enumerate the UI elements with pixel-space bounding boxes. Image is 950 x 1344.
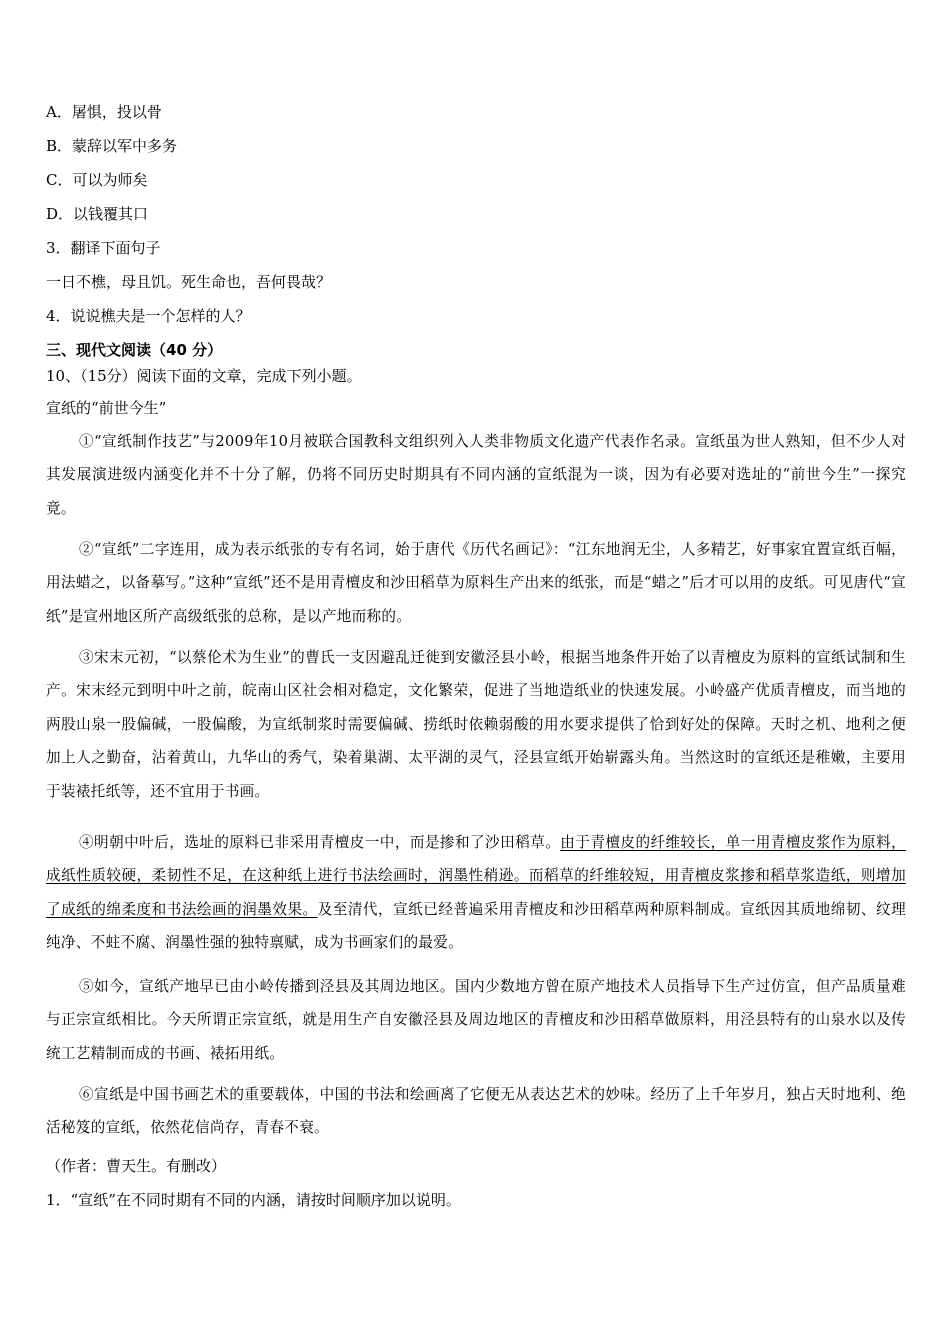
paragraph-3: ③宋末元初，“以蔡伦术为生业”的曹氏一支因避乱迁徙到安徽泾县小岭，根据当地条件开始了以青檀皮为原料的宣纸试制和生产。宋末经元到明中叶之前，皖南山区社会相对稳定，文化繁荣，促进了当地造纸业的快速发展。小岭盛产优质青檀皮，而当地的两股山泉一股偏碱，一股偏酸，为宣纸制浆时需要偏碱、捞纸时依赖弱酸的用水要求提供了恰到好处的保障。天时之机、地利之便加上人之勤奋，沾着黄山，九华山的秀气，染着巢湖、太平湖的灵气，泾县宣纸开始崭露头角。当然这时的宣纸还是稚嫩，主要用于装裱托纸等，还不宜用于书画。 <box>46 649 906 800</box>
section-heading: 三、现代文阅读（40 分） <box>46 341 223 359</box>
option-a: A．屠惧，投以骨 <box>46 103 162 121</box>
paragraph-4-underlined: 由于青檀皮的纤维较长，单一用青檀皮浆作为原料，成纸性质较硬，柔韧性不足，在这种纸上进行书法绘画时，润墨性稍逊。而稻草的纤维较短，用青檀皮浆掺和稻草浆造纸，则增加了成纸的绵柔度和书法绘画的润墨效果。 <box>46 834 906 918</box>
question-3-label: 3．翻译下面句子 <box>46 239 161 257</box>
paragraph-4 <box>46 826 906 960</box>
question-4: 4．说说樵夫是一个怎样的人？ <box>46 307 251 325</box>
question-10-intro: 10、（15分）阅读下面的文章，完成下列小题。 <box>46 367 362 385</box>
option-c: C．可以为师矣 <box>46 171 148 189</box>
paragraph-2: ②“宣纸”二字连用，成为表示纸张的专有名词，始于唐代《历代名画记》：“江东地润无尘，人多精艺，好事家宜置宣纸百幅，用法蜡之，以备摹写。”这种“宣纸”还不是用青檀皮和沙田稻草为原料生产出来的纸张，而是“蜡之”后才可以用的皮纸。可见唐代“宣纸”是宣州地区所产高级纸张的总称，是以产地而称的。 <box>46 541 906 625</box>
sub-question-1: 1．“宣纸”在不同时期有不同的内涵，请按时间顺序加以说明。 <box>46 1191 461 1209</box>
paragraph-6: ⑥宣纸是中国书画艺术的重要载体，中国的书法和绘画离了它便无从表达艺术的妙味。经历了上千年岁月，独占天时地利、绝活秘笈的宣纸，依然花信尚存，青春不衰。 <box>46 1086 906 1137</box>
paragraph-4-end: 及至清代，宣纸已经普遍采用青檀皮和沙田稻草两种原料制成。宣纸因其质地绵韧、纹理纯净、不蛀不腐、润墨性强的独特禀赋，成为书画家们的最爱。 <box>46 900 906 952</box>
option-b: B．蒙辞以军中多务 <box>46 137 178 155</box>
paragraph-5: ⑤如今，宣纸产地早已由小岭传播到泾县及其周边地区。国内少数地方曾在原产地技术人员指导下生产过仿宣，但产品质量难与正宗宣纸相比。今天所谓正宗宣纸，就是用生产自安徽泾县及周边地区的青檀皮和沙田稻草做原料，用泾县特有的山泉水以及传统工艺精制而成的书画、裱拓用纸。 <box>46 978 906 1062</box>
question-3-sentence: 一日不樵，母且饥。死生命也，吾何畏哉？ <box>46 273 332 291</box>
option-d: D．以钱覆其口 <box>46 205 149 223</box>
paragraph-4-start: ④明朝中叶后，选址的原料已非采用青檀皮一中，而是掺和了沙田稻草。 <box>79 834 561 851</box>
article-title: 宣纸的“前世今生” <box>46 399 167 417</box>
paragraph-1: ①“宣纸制作技艺”与2009年10月被联合国教科文组织列入人类非物质文化遗产代表作名录。宣纸虽为世人熟知，但不少人对其发展演进级内涵变化并不十分了解，仍将不同历史时期具有不同内涵的宣纸混为一谈，因为有必要对选址的“前世今生”一探究竟。 <box>46 433 906 517</box>
author-note: （作者：曹天生。有删改） <box>46 1157 227 1175</box>
